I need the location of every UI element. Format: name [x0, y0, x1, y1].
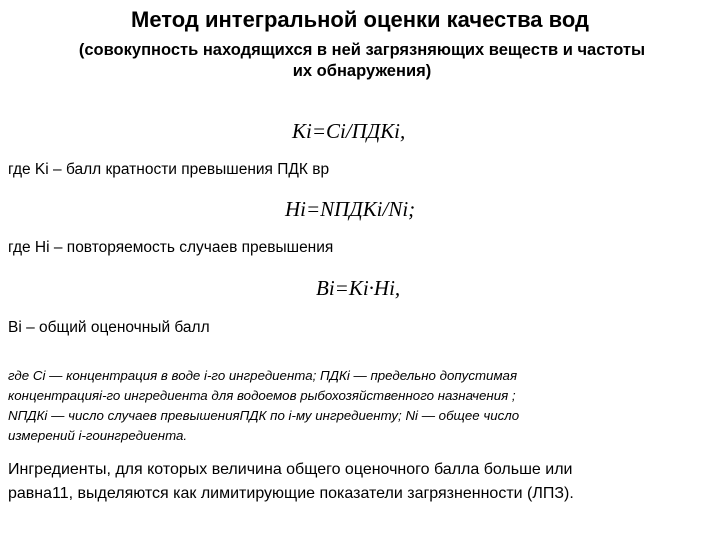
paragraph-line: Ингредиенты, для которых величина общего оценочного балла больше или: [8, 461, 573, 478]
definition-ki: где Ki – балл кратности превышения ПДК вр: [8, 161, 330, 178]
definition-hi: где Hi – повторяемость случаев превышения: [8, 239, 334, 256]
formula-ki: Ki=Ci/ПДКi,: [292, 119, 406, 143]
notes-block: [8, 366, 658, 446]
note-line: измерений i-гоингредиента.: [8, 428, 188, 443]
paragraph-line: равна11, выделяются как лимитирующие показатели загрязненности (ЛПЗ).: [8, 485, 574, 502]
formula-hi: Hi=NПДКi/Ni;: [285, 197, 416, 221]
note-line: NПДКi — число случаев превышенияПДК по i-му ингредиенту; Ni — общее число: [8, 408, 520, 423]
page-title: Метод интегральной оценки качества вод: [131, 7, 589, 32]
definition-bi: Bi – общий оценочный балл: [8, 319, 210, 336]
conclusion-paragraph: [8, 458, 688, 506]
note-line: где Ci — концентрация в воде i-го ингредиента; ПДКi — предельно допустимая: [8, 368, 518, 383]
subtitle-line-1: (совокупность находящихся в ней загрязняющих веществ и частоты: [78, 41, 646, 59]
formula-bi: Bi=Ki·Hi,: [316, 276, 401, 300]
note-line: концентрацияi-го ингредиента для водоемов рыбохозяйственного назначения ;: [8, 388, 516, 403]
subtitle: [6, 40, 718, 82]
subtitle-line-2: их обнаружения): [292, 62, 432, 80]
